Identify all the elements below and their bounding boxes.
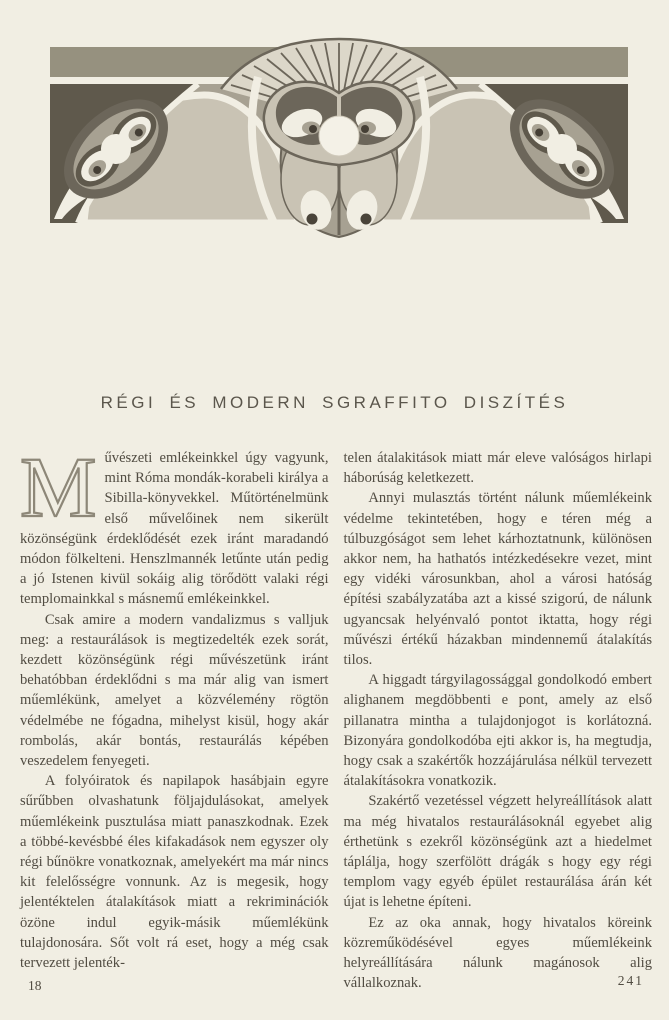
- right-column: [344, 448, 653, 993]
- paragraph: Annyi mulasztás történt nálunk műemlékeink védelme tekintetében, hogy e téren még a túlbuzgóságot sem lehet kárhoztatnunk, különösen akkor nem, ha hathatós intézkedésekre vezet, mint egy vidéki városunkban, ahol a városi hatóság építési szabályzatába azt a kissé szigorú, de nálunk ugyancsak helyénvaló pontot iktatta, hogy régi művészi értékű házakban mindennemű átalakítás tilos.: [343, 490, 652, 669]
- paragraph: [20, 439, 329, 610]
- sgraffito-owl-frieze-illustration: [50, 33, 628, 245]
- drop-cap-letter: M: [20, 439, 97, 535]
- paragraph: A folyóiratok és napilapok hasábjain egyre sűrűbben olvashatunk följajdulásokat, amelyek műemlékeink pusztulása miatt panaszkodnak. Ezek a többé-kevésbbé éles kifakadások nem egyszer oly régi bűnökre vonatkoznak, amelyekért ma már nincs kit felelősségre vonnunk. Az is megesik, hogy jelentéktelen átalakítások miatt a rekriminációk özöne indul egyik-másik műemlékünk tulajdonosára. Sőt volt rá eset, hogy a még csak tervezett jelenték-: [20, 773, 329, 972]
- paragraph: telen átalakitások miatt már eleve valóságos hirlapi háborúság keletkezett.: [343, 450, 652, 487]
- paragraph-text: űvészeti emlékeinkkel úgy vagyunk, mint Róma mondák-korabeli királya a Sibilla-könyvekkel. Műtörténelmünk első művelőinek nem sikerült közönségünk érdeklődését ezek iránt maradandó módon fölkelteni. Henszlmannék letűnte után pedig a jó Istenen kivül sokáig alig törődött valaki régi templomainkkal s másnemű emlékeinkkel.: [20, 450, 329, 608]
- page-number-left: 18: [28, 978, 42, 993]
- paragraph: Szakértő vezetéssel végzett helyreállítások alatt ma még hivatalos restaurálásoknál egyebet alig érthetünk s ezekről közönségünk azt a hiedelmet táplálja, hogy szerfölött drágák s hogy egy régi templom vagy egyéb épület restaurálása árán két újat is lehetne építeni.: [343, 793, 652, 911]
- page-number-right: 241: [617, 973, 644, 988]
- paragraph: Ez az oka annak, hogy hivatalos köreink közreműködésével egyes műemlékeink helyreállítására nálunk magánosok alig vállalkoznak.: [343, 914, 652, 992]
- left-column: [20, 439, 329, 993]
- article-title: RÉGI ÉS MODERN SGRAFFITO DISZÍTÉS: [100, 393, 569, 412]
- article-body: [20, 439, 652, 993]
- paragraph: Csak amire a modern vandalizmus s valljuk meg: a restaurálások is megtizedelték ezek sorát, kezdett közönségünk régi művészetünk iránt behatóbban érdeklődni s ma már alig van ismert műemlékünk, amelyet a közvélemény rögtön védelmébe ne fógadna, mihelyst kisül, hogy akár rombolás, akár bontás, restaurálás képében veszedelem fenyegeti.: [20, 611, 329, 770]
- owl-beak: [319, 116, 359, 156]
- paragraph: A higgadt tárgyilagossággal gondolkodó embert alighanem megdöbbenti e pont, amely az első pillanatra mintha a tulajdonjogot is korlátozná. Bizonyára gondolkodóba ejti akkor is, ha megtudja, hogy csak a szakértők hozzájárulása nélkül tervezett átalakításokra vonatkozik.: [343, 672, 652, 790]
